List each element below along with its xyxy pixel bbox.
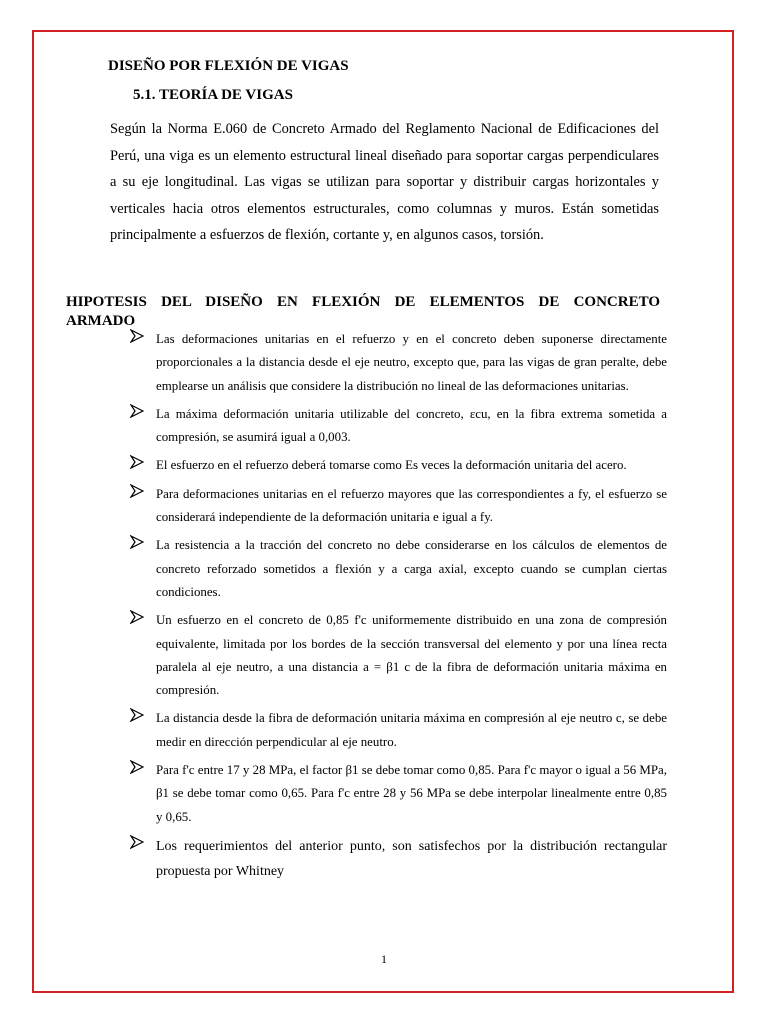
list-item bbox=[130, 609, 667, 702]
list-item bbox=[130, 707, 667, 754]
list-item-text: Los requerimientos del anterior punto, son satisfechos por la distribución rectangular propuesta por Whitney bbox=[156, 838, 667, 879]
document-title: DISEÑO POR FLEXIÓN DE VIGAS bbox=[108, 58, 349, 74]
section-subtitle: 5.1. TEORÍA DE VIGAS bbox=[133, 87, 293, 103]
list-item-text: Para f'c entre 17 y 28 MPa, el factor β1 se debe tomar como 0,85. Para f'c mayor o igual a 56 MPa, β1 se debe tomar como 0,65. Para f'c entre 28 y 56 MPa se debe interpolar linealmente entre 0,85 y 0,65. bbox=[156, 763, 667, 824]
arrowhead-bullet-icon bbox=[130, 535, 144, 549]
arrowhead-bullet-icon bbox=[130, 610, 144, 624]
intro-paragraph: Según la Norma E.060 de Concreto Armado del Reglamento Nacional de Edificaciones del Perú, una viga es un elemento estructural lineal diseñado para soportar cargas perpendiculares a su eje longitudinal. Las vigas se utilizan para soportar y distribuir cargas horizontales y verticales hacia otros elementos estructurales, como columnas y muros. Están sometidas principalmente a esfuerzos de flexión, cortante y, en algunos casos, torsión. bbox=[110, 121, 659, 244]
list-item-text: La distancia desde la fibra de deformación unitaria máxima en compresión al eje neutro c, se debe medir en dirección perpendicular al eje neutro. bbox=[156, 711, 667, 749]
hypothesis-heading: HIPOTESIS DEL DISEÑO EN FLEXIÓN DE ELEMENTOS DE CONCRETO ARMADO bbox=[66, 294, 660, 329]
arrowhead-bullet-icon bbox=[130, 760, 144, 774]
list-item bbox=[130, 759, 667, 829]
list-item-text: El esfuerzo en el refuerzo deberá tomarse como Es veces la deformación unitaria del acero. bbox=[156, 458, 627, 473]
arrowhead-bullet-icon bbox=[130, 455, 144, 469]
page-number: 1 bbox=[381, 952, 387, 966]
arrowhead-bullet-icon bbox=[130, 835, 144, 849]
arrowhead-bullet-icon bbox=[130, 404, 144, 418]
list-item bbox=[130, 403, 667, 450]
arrowhead-bullet-icon bbox=[130, 484, 144, 498]
list-item bbox=[130, 834, 667, 884]
list-item-text: La máxima deformación unitaria utilizable del concreto, εcu, en la fibra extrema sometida a compresión, se asumirá igual a 0,003. bbox=[156, 406, 667, 445]
list-item bbox=[130, 328, 667, 398]
list-item bbox=[130, 483, 667, 530]
list-item bbox=[130, 534, 667, 604]
list-item bbox=[130, 454, 667, 477]
list-item-text: Un esfuerzo en el concreto de 0,85 f'c uniformemente distribuido en una zona de compresión equivalente, limitada por los bordes de la sección transversal del elemento y por una línea recta paralela al eje neutro, a una distancia a = β1 c de la fibra de deformación unitaria máxima en compresión. bbox=[156, 613, 667, 698]
list-item-text: Las deformaciones unitarias en el refuerzo y en el concreto deben suponerse directamente proporcionales a la distancia desde el eje neutro, excepto que, para las vigas de gran peralte, debe emplearse un análisis que considere la distribución no lineal de las deformaciones unitarias. bbox=[156, 332, 667, 393]
arrowhead-bullet-icon bbox=[130, 329, 144, 343]
list-item-text: Para deformaciones unitarias en el refuerzo mayores que las correspondientes a fy, el esfuerzo se considerará independiente de la deformación unitaria e igual a fy. bbox=[156, 486, 667, 525]
hypothesis-list bbox=[130, 328, 667, 889]
arrowhead-bullet-icon bbox=[130, 708, 144, 722]
list-item-text: La resistencia a la tracción del concreto no debe considerarse en los cálculos de elementos de concreto reforzado sometidos a flexión y a carga axial, excepto cuando se cumplan ciertas condiciones. bbox=[156, 538, 667, 599]
